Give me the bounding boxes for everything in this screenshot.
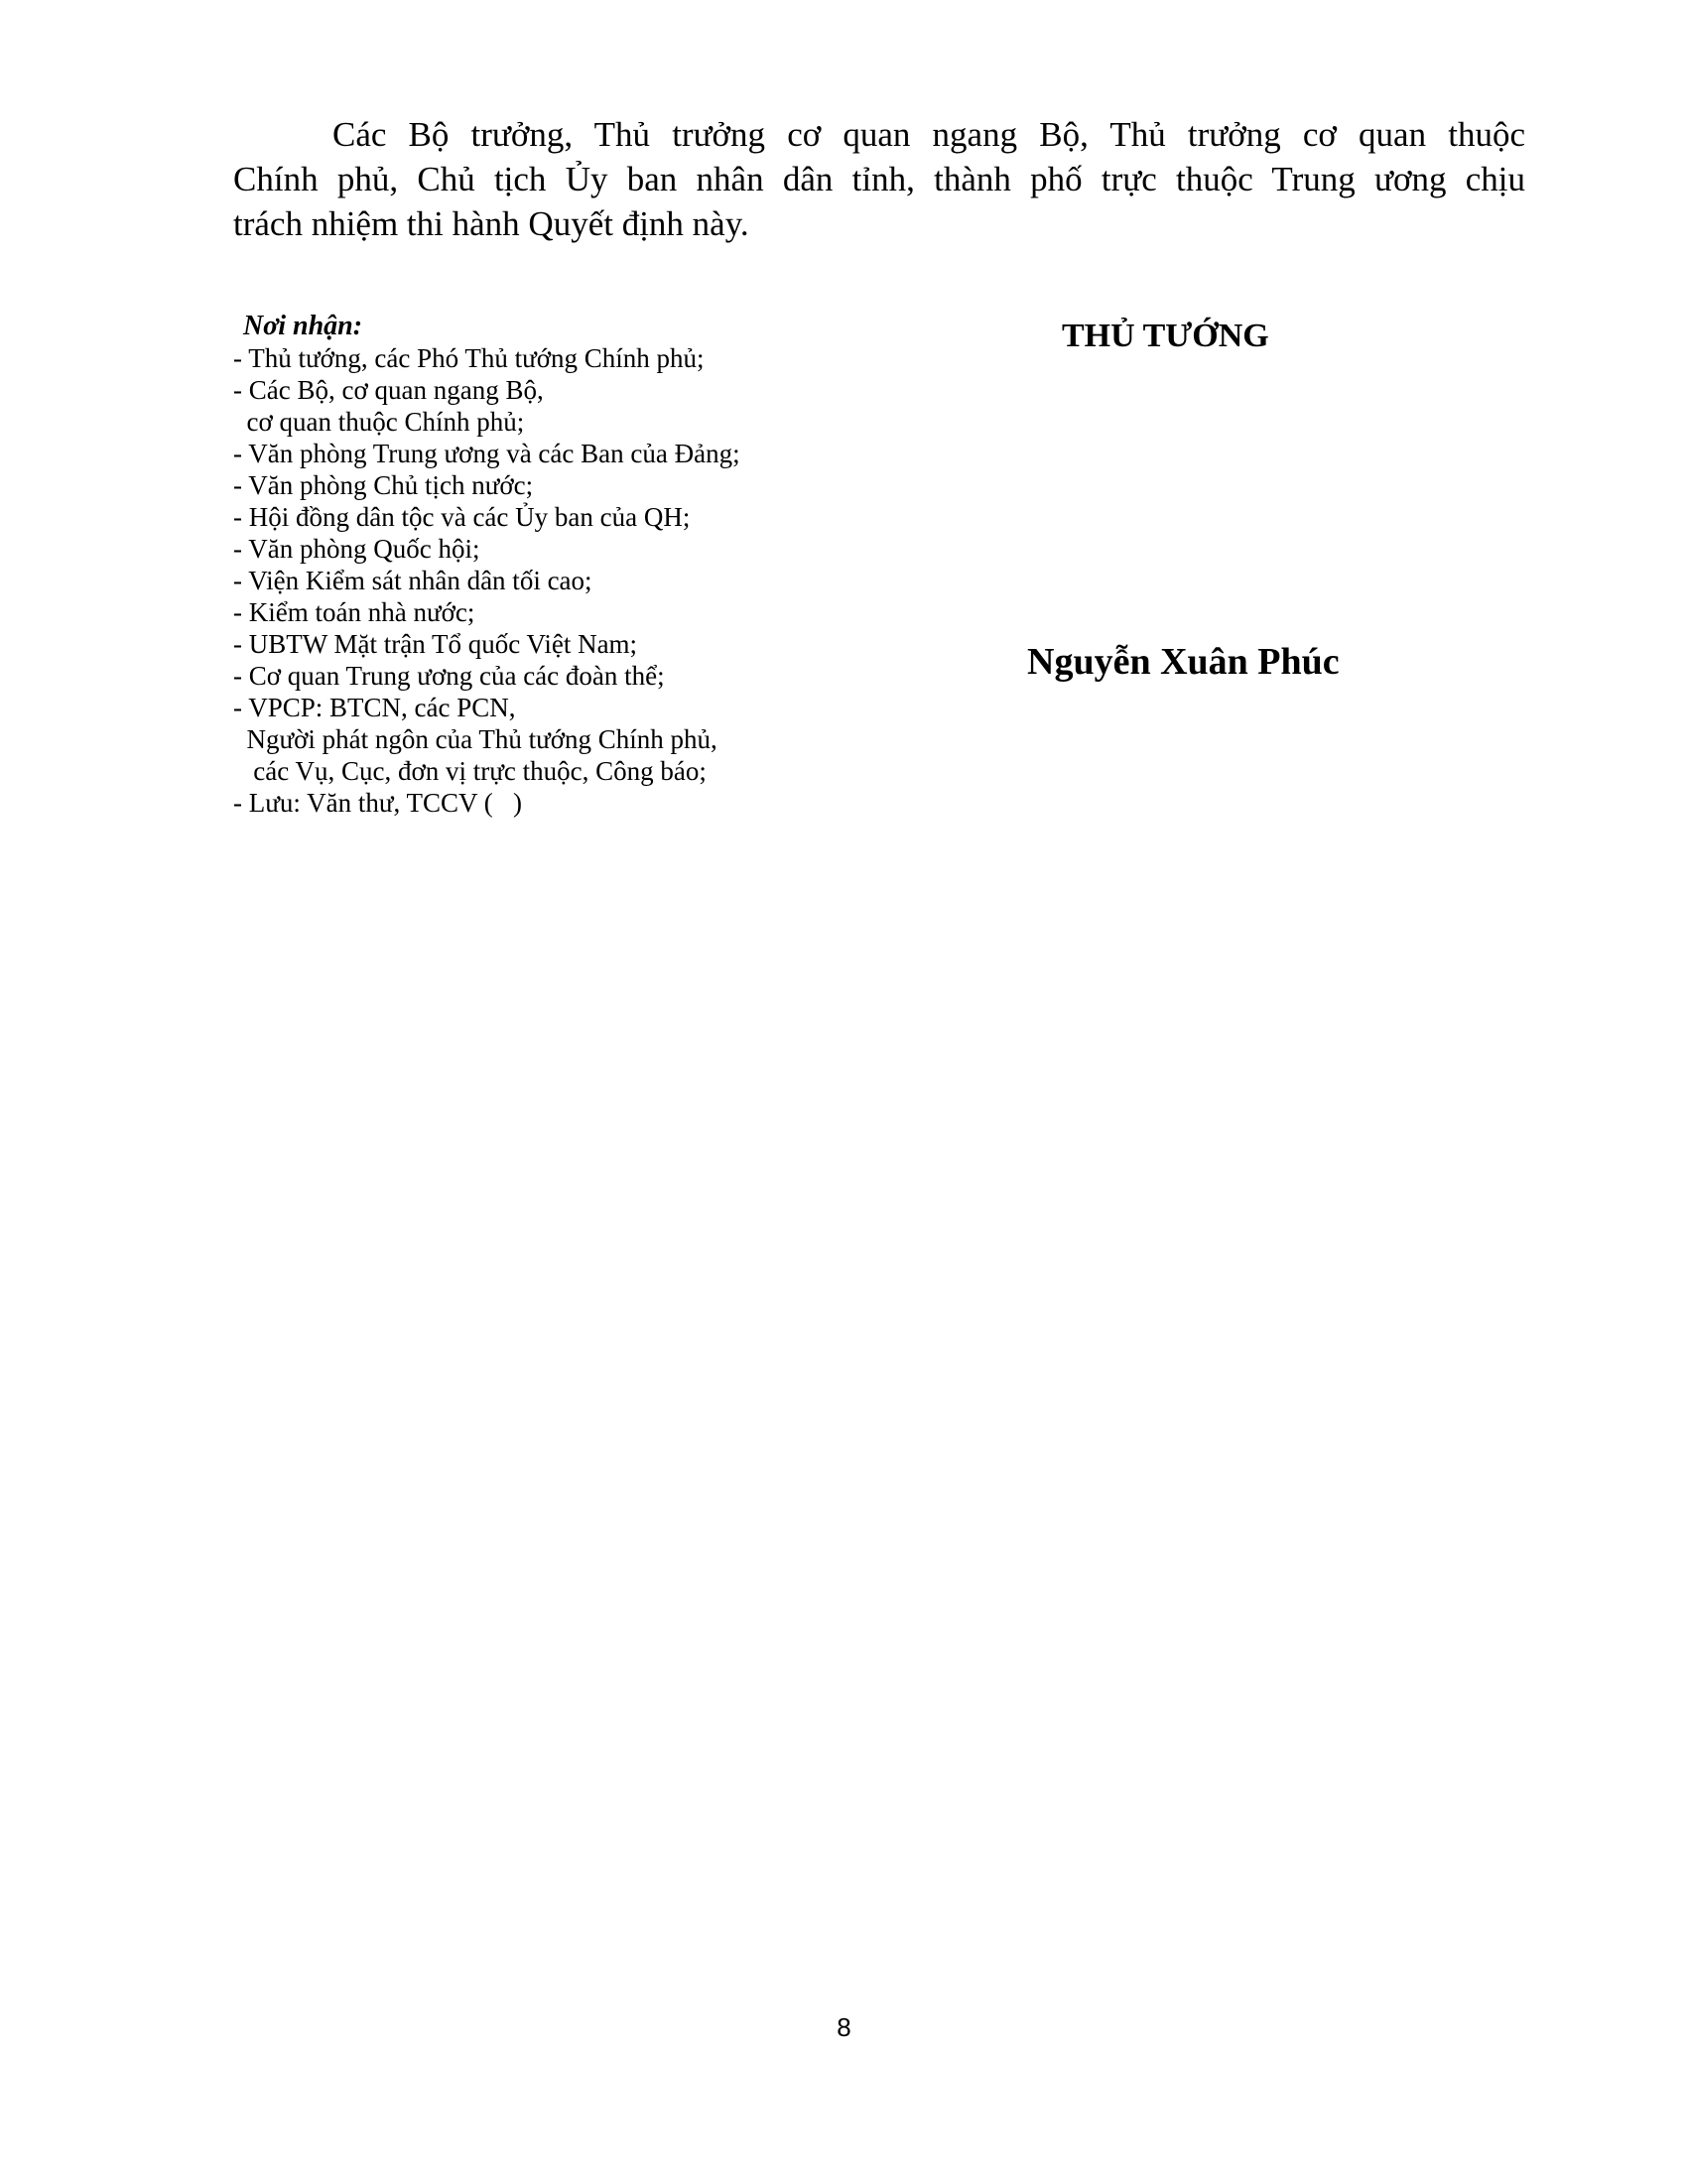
page-number: 8: [837, 2012, 851, 2042]
recipient-item: - Thủ tướng, các Phó Thủ tướng Chính phủ;: [233, 343, 705, 373]
recipient-item: cơ quan thuộc Chính phủ;: [233, 407, 525, 437]
recipient-item: Người phát ngôn của Thủ tướng Chính phủ,: [233, 724, 717, 754]
recipient-item: - Văn phòng Chủ tịch nước;: [233, 470, 534, 500]
recipient-item: - Hội đồng dân tộc và các Ủy ban của QH;: [233, 502, 691, 532]
signer-title: THỦ TƯỚNG: [1062, 318, 1269, 354]
signer-name: Nguyễn Xuân Phúc: [1027, 641, 1340, 683]
recipient-item: - Văn phòng Trung ương và các Ban của Đảng;: [233, 439, 740, 468]
recipient-item: - UBTW Mặt trận Tổ quốc Việt Nam;: [233, 629, 638, 659]
recipients-heading: Nơi nhận:: [243, 311, 363, 341]
recipient-item: - Kiểm toán nhà nước;: [233, 597, 475, 627]
recipient-item: - Viện Kiểm sát nhân dân tối cao;: [233, 566, 592, 595]
paragraph-line: Các Bộ trưởng, Thủ trưởng cơ quan ngang Bộ, Thủ trưởng cơ quan thuộc: [332, 115, 1525, 154]
paragraph-line: trách nhiệm thi hành Quyết định này.: [233, 204, 749, 243]
closing-paragraph: [233, 112, 1525, 246]
recipient-item: - Văn phòng Quốc hội;: [233, 534, 480, 564]
recipient-item: - Các Bộ, cơ quan ngang Bộ,: [233, 375, 544, 405]
recipient-item: các Vụ, Cục, đơn vị trực thuộc, Công báo;: [233, 756, 707, 786]
recipients-block: [233, 311, 868, 819]
paragraph-line: Chính phủ, Chủ tịch Ủy ban nhân dân tỉnh, thành phố trực thuộc Trung ương chịu: [233, 160, 1525, 198]
recipient-item: - Lưu: Văn thư, TCCV ( ): [233, 788, 523, 818]
recipient-item: - Cơ quan Trung ương của các đoàn thể;: [233, 661, 665, 691]
recipient-item: - VPCP: BTCN, các PCN,: [233, 693, 516, 722]
